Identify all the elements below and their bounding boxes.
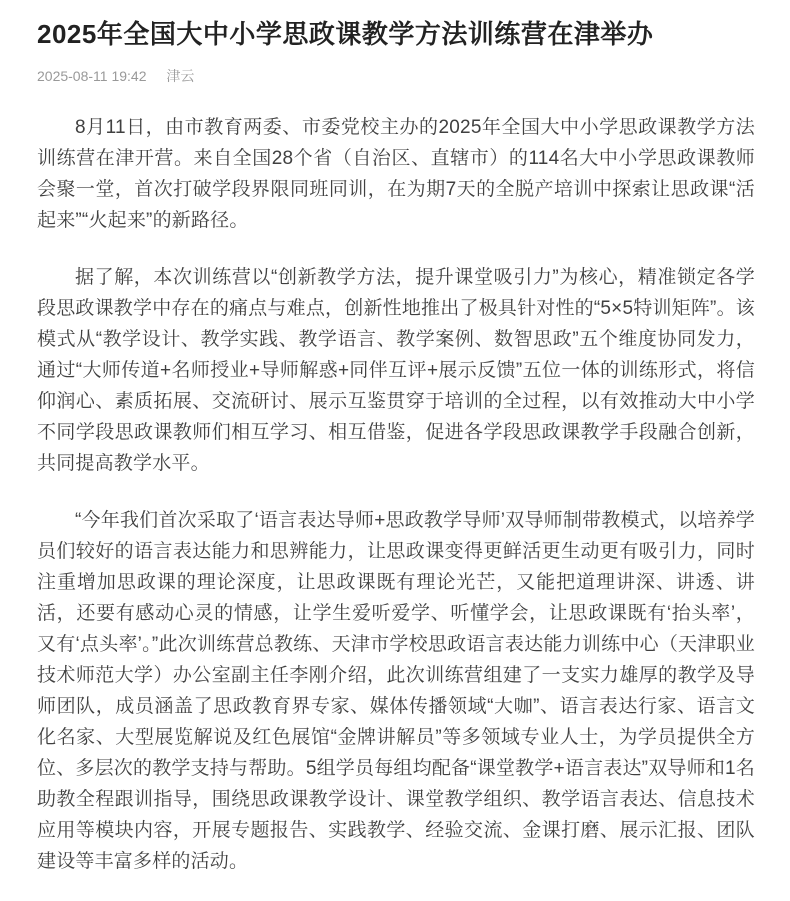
paragraph-3: “今年我们首次采取了‘语言表达导师+思政教学导师’双导师制带教模式，以培养学员们较好的语言表达能力和思辨能力，让思政课变得更鲜活更生动更有吸引力，同时注重增加思政课的理论深度，让思政课既有理论光芒，又能把道理讲深、讲透、讲活，还要有感动心灵的情感，让学生爱听爱学、听懂学会，让思政课既有‘抬头率’，又有‘点头率’。”此次训练营总教练、天津市学校思政语言表达能力训练中心（天津职业技术师范大学）办公室副主任李刚介绍，此次训练营组建了一支实力雄厚的教学及导师团队，成员涵盖了思政教育界专家、媒体传播领域“大咖”、语言表达行家、语言文化名家、大型展览解说及红色展馆“金牌讲解员”等多领域专业人士，为学员提供全方位、多层次的教学支持与帮助。5组学员每组均配备“课堂教学+语言表达”双导师和1名助教全程跟训指导，围绕思政课教学设计、课堂教学组织、教学语言表达、信息技术应用等模块内容，开展专题报告、实践教学、经验交流、金课打磨、展示汇报、团队建设等丰富多样的活动。 [37,509,755,872]
paragraph-1: 8月11日，由市教育两委、市委党校主办的2025年全国大中小学思政课教学方法训练营在津开营。来自全国28个省（自治区、直辖市）的114名大中小学思政课教师会聚一堂，首次打破学段界限同班同训，在为期7天的全脱产培训中探索让思政课“活起来”“火起来”的新路径。 [37,116,755,231]
publish-date: 2025-08-11 19:42 [37,67,147,84]
article-title: 2025年全国大中小学思政课教学方法训练营在津举办 [37,19,654,49]
article-meta [37,66,755,86]
article-body [37,112,755,877]
paragraph-2: 据了解，本次训练营以“创新教学方法，提升课堂吸引力”为核心，精准锁定各学段思政课教学中存在的痛点与难点，创新性地推出了极具针对性的“5×5特训矩阵”。该模式从“教学设计、教学实践、教学语言、教学案例、数智思政”五个维度协同发力，通过“大师传道+名师授业+导师解惑+同伴互评+展示反馈”五位一体的训练形式，将信仰润心、素质拓展、交流研讨、展示互鉴贯穿于培训的全过程，以有效推动大中小学不同学段思政课教师们相互学习、相互借鉴，促进各学段思政课教学手段融合创新，共同提高教学水平。 [37,266,755,474]
source-name: 津云 [166,67,195,84]
